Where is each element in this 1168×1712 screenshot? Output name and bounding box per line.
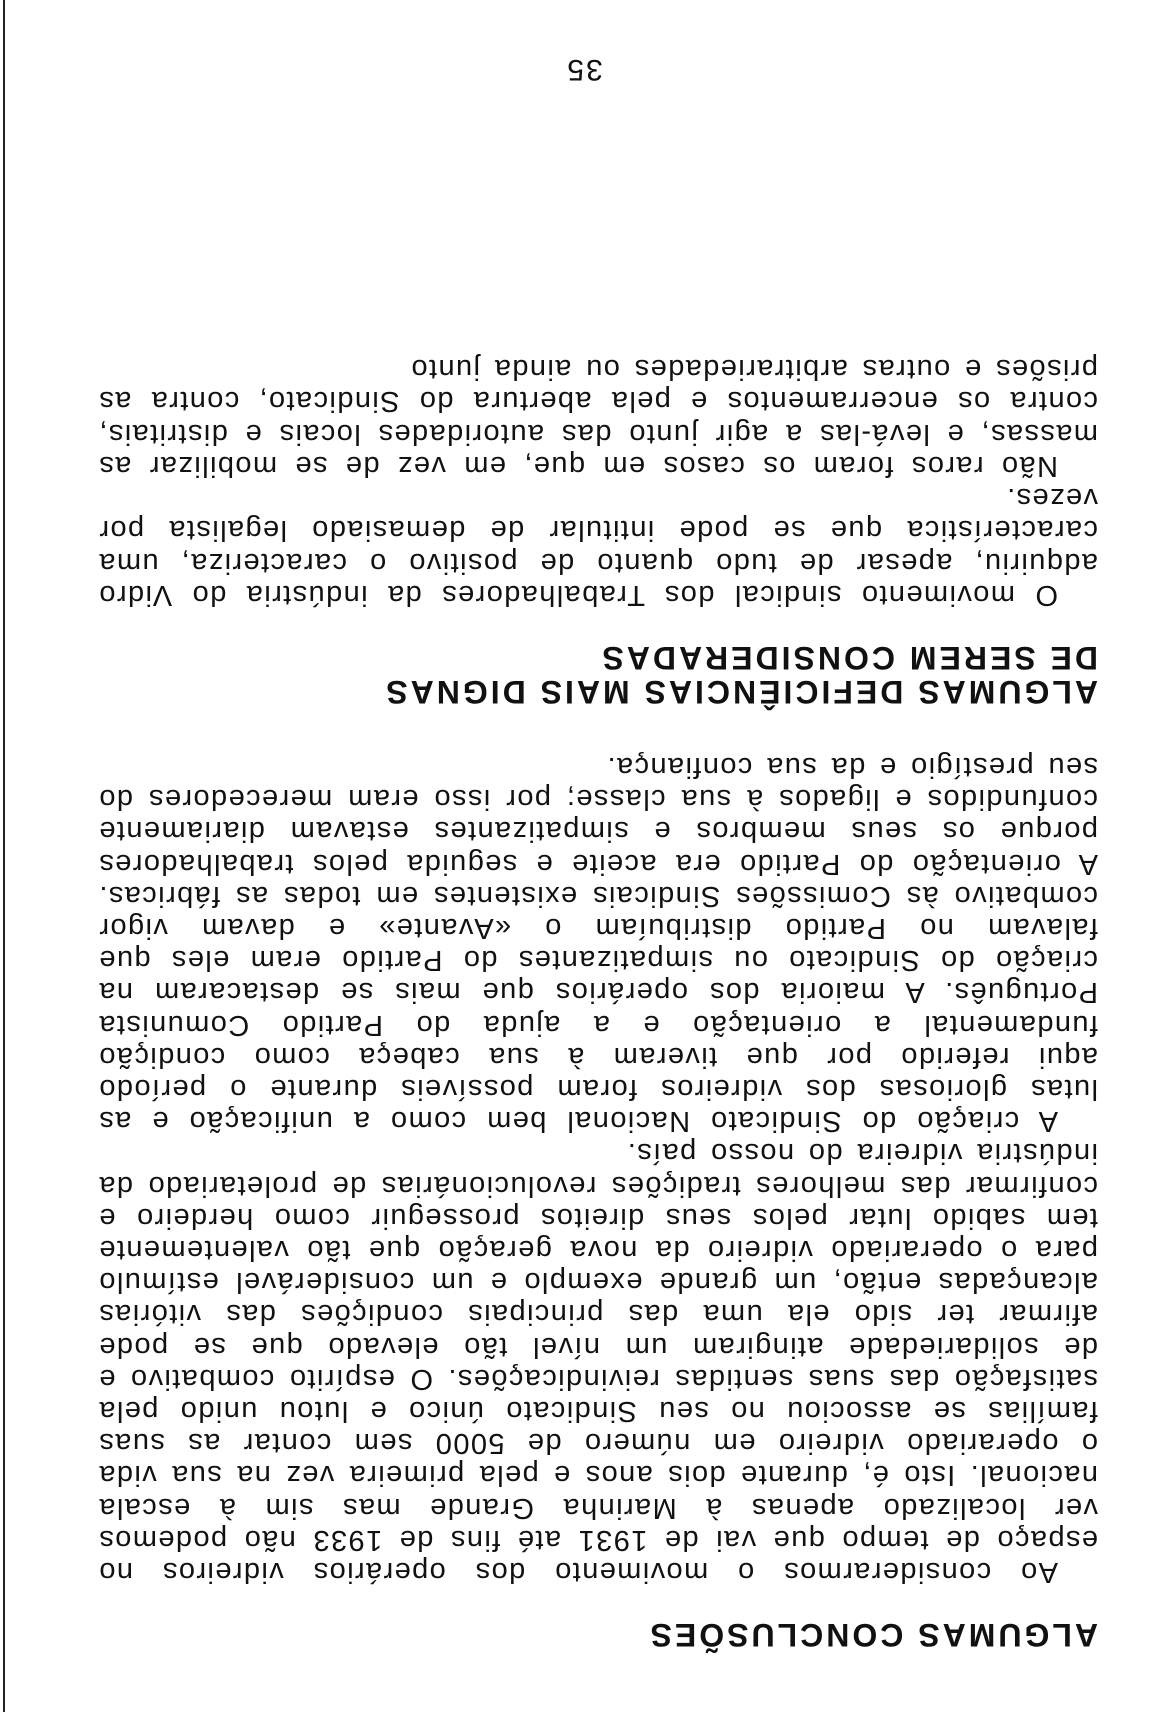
section-heading-deficiencies-line-2: DE SEREM CONSIDERADAS xyxy=(599,639,1098,676)
page-number: 35 xyxy=(565,53,603,86)
paragraph-deficiencies-2: Não raros foram os casos em que, em vez de se mobilizar as massas, e levá-las a agir junto das autoridades locais e distritais, contra os encerramentos e pela abertura do Sindicato, contra as prisões e outras arbitrariedades ou ainda junto xyxy=(98,353,1098,482)
paragraph-conclusions-1: Ao considerarmos o movimento dos operários vidreiros no espaço de tempo que vai de 1931 até fins de 1933 não podemos ver localizado apenas à Marinha Grande mas sim à escala nacional. Isto é, durante dois anos e pela primeira vez na sua vida o operariado vidreiro em número de 5000 sem contar as suas famílias se associou no seu Sindicato único e lutou unido pela satisfação das suas sentidas reivindicações. O espírito combativo e de solidariedade atingiram um nível tão elevado que se pode afirmar ter sido ela uma das principais condições das vitórias alcançadas então, um grande exemplo e um considerável estímulo para o operariado vidreiro da nova geração que tão valentemente tem sabido lutar pelos seus direitos prosseguir como herdeiro e confirmar das melhores tradições revolucionárias de proletariado da indústria vidreira do nosso país. xyxy=(98,1137,1098,1588)
section-heading-conclusions: ALGUMAS CONCLUSÕES xyxy=(647,1617,1098,1653)
page-edge-line xyxy=(3,0,5,1712)
page-content xyxy=(98,353,1098,1652)
section-heading-deficiencies-line-1: ALGUMAS DEFICIÊNCIAS MAIS DIGNAS xyxy=(383,673,1098,710)
paragraph-deficiencies-1: O movimento sindical dos Trabalhadores da indústria do Vidro adquiriu, apesar de tudo quanto de positivo o caracteriza, uma característica que se pode intitular de demasiado legalista por vezes. xyxy=(98,482,1098,611)
paragraph-conclusions-2: A criação do Sindicato Nacional bem como a unificação e as lutas gloriosas dos vidreiros foram possíveis durante o período aqui referido por que tiveram à sua cabeça como condição fundamental a orientação e a ajuda do Partido Comunista Português. A maioria dos operários que mais se destacaram na criação do Sindicato ou simpatizantes do Partido eram eles que falavam no Partido distribuíam o «Avante» e davam vigor combativo às Comissões Sindicais existentes em todas as fábricas. A orientação do Partido era aceite e seguida pelos trabalhadores porque os seus membros e simpatizantes estavam diariamente confundidos e ligados à sua classe; por isso eram merecedores do seu prestígio e da sua confiança. xyxy=(98,750,1098,1138)
section-heading-deficiencies xyxy=(98,641,1098,709)
